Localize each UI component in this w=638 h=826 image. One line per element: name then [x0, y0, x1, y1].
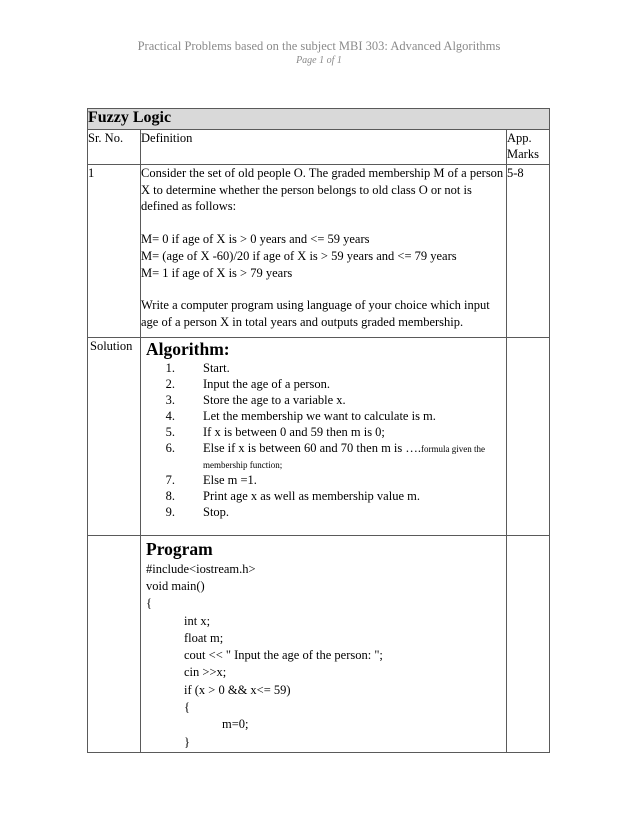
- table-title-row: [88, 109, 550, 130]
- question-marks: 5-8: [507, 165, 550, 338]
- list-item: 9. Stop.: [165, 504, 230, 519]
- program-marks-cell: [507, 535, 550, 752]
- solution-row: [88, 337, 550, 535]
- code-line: {: [184, 700, 190, 714]
- code-line: cout << " Input the age of the person: ";: [184, 648, 383, 663]
- code-line: }: [184, 734, 190, 749]
- rule-1: M= 0 if age of X is > 0 years and <= 59 years: [141, 232, 370, 247]
- list-item: 2. Input the age of a person.: [165, 376, 331, 391]
- question-number: 1: [88, 165, 141, 338]
- formula-note: formula given the membership function;: [203, 443, 486, 470]
- question-definition: [141, 165, 507, 338]
- solution-label: Solution: [88, 337, 141, 535]
- table-title: Fuzzy Logic: [88, 109, 550, 130]
- list-item: 5. If x is between 0 and 59 then m is 0;: [165, 424, 385, 439]
- column-header-row: [88, 130, 550, 165]
- code-line: {: [146, 596, 152, 611]
- list-item: 3. Store the age to a variable x.: [165, 392, 346, 407]
- document-title: Practical Problems based on the subject MBI 303: Advanced Algorithms: [137, 39, 501, 53]
- code-line: m=0;: [222, 717, 249, 732]
- program-cell: [141, 535, 507, 752]
- list-item: 1. Start.: [165, 360, 230, 375]
- solution-marks-cell: [507, 337, 550, 535]
- rule-3: M= 1 if age of X is > 79 years: [141, 265, 293, 280]
- list-item: 8. Print age x as well as membership value m.: [165, 488, 420, 503]
- program-label-cell: [88, 535, 141, 752]
- code-line: void main(): [146, 578, 205, 593]
- code-line: cin >>x;: [184, 665, 227, 680]
- problem-table: [87, 108, 550, 753]
- list-item: 6. Else if x is between 60 and 70 then m is ….formula given the membership function;: [165, 440, 486, 470]
- list-item: 7. Else m =1.: [165, 472, 257, 487]
- code-line: int x;: [184, 613, 211, 628]
- program-heading: Program: [146, 538, 213, 559]
- page-number: Page 1 of 1: [296, 55, 342, 66]
- algorithm-steps: [146, 360, 501, 520]
- col-definition-header: Definition: [141, 130, 507, 165]
- code-line: float m;: [184, 630, 224, 645]
- col-sr-header: Sr. No.: [88, 130, 141, 165]
- list-item: 4. Let the membership we want to calculate is m.: [165, 408, 436, 423]
- rule-2: M= (age of X -60)/20 if age of X is > 59 years and <= 79 years: [141, 248, 457, 263]
- page-header: [0, 39, 638, 67]
- code-line: #include<iostream.h>: [146, 561, 256, 576]
- question-intro: Consider the set of old people O. The graded membership M of a person X to determine whether the person belongs to old class O or not is defined as follows:: [141, 166, 504, 214]
- program-row: [88, 535, 550, 752]
- question-row: [88, 165, 550, 338]
- col-marks-header: App. Marks: [507, 130, 550, 165]
- algorithm-cell: [141, 337, 507, 535]
- code-line: if (x > 0 && x<= 59): [184, 682, 291, 697]
- question-task: Write a computer program using language of your choice which input age of a person X in total years and outputs graded membership.: [141, 298, 490, 329]
- algorithm-heading: Algorithm:: [146, 338, 230, 359]
